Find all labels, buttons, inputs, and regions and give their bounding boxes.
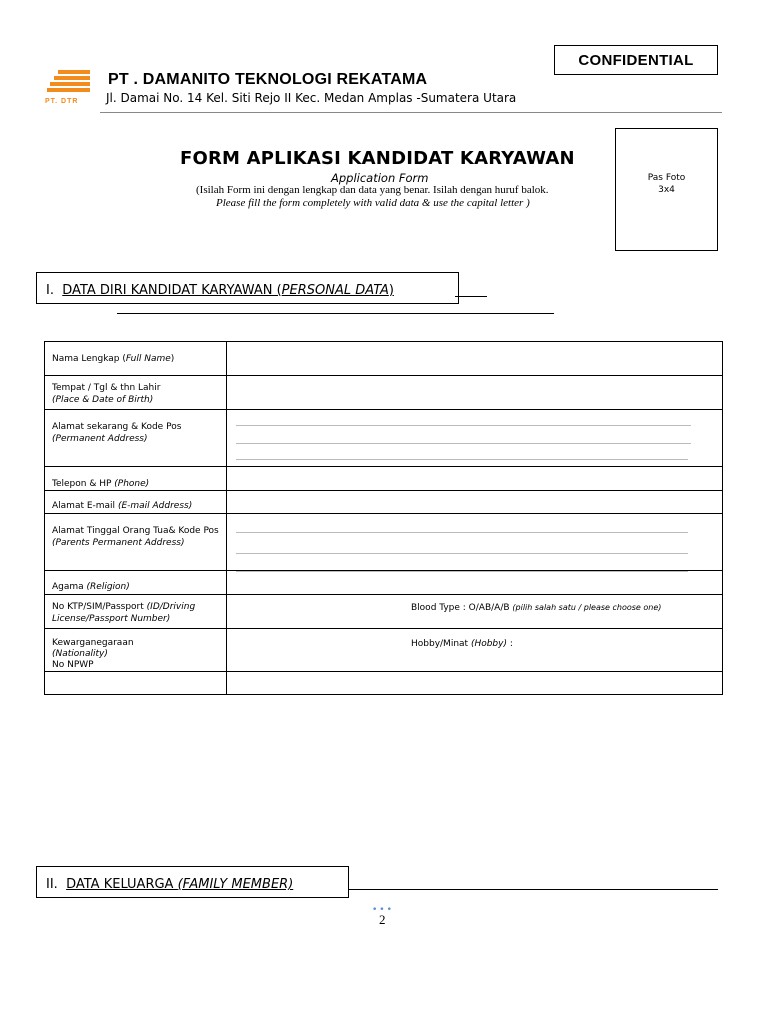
- company-name: PT . DAMANITO TEKNOLOGI REKATAMA: [108, 71, 428, 88]
- email-field[interactable]: [227, 491, 723, 514]
- section-2-rule: [348, 889, 718, 890]
- photo-label: Pas Foto: [647, 173, 686, 183]
- hobby-label: Hobby/Minat (Hobby) :: [411, 639, 513, 649]
- id-card-label: No KTP/SIM/Passport (ID/Driving License/Passport Number): [45, 595, 227, 629]
- npwp-field[interactable]: [227, 672, 723, 695]
- instruction-english: Please fill the form completely with valid data & use the capital letter ): [216, 197, 530, 209]
- table-row: [45, 672, 723, 695]
- form-subtitle-text: Application Form: [331, 171, 429, 185]
- birth-label: Tempat / Tgl & thn Lahir (Place & Date of Birth): [45, 376, 227, 410]
- phone-field[interactable]: [227, 467, 723, 491]
- full-name-field[interactable]: [227, 342, 723, 376]
- table-row: [45, 514, 723, 571]
- section-1-heading: [46, 283, 394, 298]
- address-label: Alamat sekarang & Kode Pos (Permanent Address): [45, 410, 227, 467]
- logo-stripe: [58, 70, 90, 74]
- section-2-heading: [46, 877, 293, 892]
- section-1-rule: [117, 313, 554, 314]
- table-row: [45, 376, 723, 410]
- table-row: [45, 342, 723, 376]
- id-card-field[interactable]: [227, 595, 723, 629]
- email-label: Alamat E-mail (E-mail Address): [45, 491, 227, 514]
- nationality-field[interactable]: [227, 629, 723, 672]
- nationality-label: Kewarganegaraan (Nationality) No NPWP: [45, 629, 227, 672]
- full-name-label: Nama Lengkap (Full Name): [45, 342, 227, 376]
- parents-address-label: Alamat Tinggal Orang Tua& Kode Pos (Parents Permanent Address): [45, 514, 227, 571]
- table-row: [45, 571, 723, 595]
- birth-field[interactable]: [227, 376, 723, 410]
- address-field[interactable]: [227, 410, 723, 467]
- photo-size: 3x4: [658, 185, 675, 195]
- table-row: [45, 629, 723, 672]
- writing-line: [236, 553, 688, 554]
- writing-line: [236, 532, 688, 533]
- phone-label: Telepon & HP (Phone): [45, 467, 227, 491]
- confidential-stamp: CONFIDENTIAL: [554, 45, 718, 75]
- table-row: [45, 491, 723, 514]
- section-1-underline: [455, 296, 487, 297]
- logo-stripe: [54, 76, 90, 80]
- section-1-number: I.: [46, 283, 54, 298]
- page-number: 2: [379, 912, 386, 927]
- parents-address-field[interactable]: [227, 514, 723, 571]
- religion-field[interactable]: [227, 571, 723, 595]
- personal-data-table: [44, 341, 723, 695]
- logo-stripe: [47, 88, 90, 92]
- writing-line: [236, 425, 691, 426]
- instruction-indonesian: (Isilah Form ini dengan lengkap dan data yang benar. Isilah dengan huruf balok.: [196, 184, 549, 196]
- blood-type-label: Blood Type : O/AB/A/B (pilih salah satu / please choose one): [411, 603, 662, 613]
- npwp-label-cell: [45, 672, 227, 695]
- table-row: [45, 595, 723, 629]
- writing-line: [236, 443, 691, 444]
- form-title: FORM APLIKASI KANDIDAT KARYAWAN: [180, 148, 575, 169]
- logo-stripe: [50, 82, 90, 86]
- logo-text: PT. DTR: [45, 98, 79, 105]
- table-row: [45, 410, 723, 467]
- section-2-title: DATA KELUARGA (FAMILY MEMBER): [66, 877, 294, 892]
- company-logo: [44, 70, 92, 108]
- religion-label: Agama (Religion): [45, 571, 227, 595]
- page-dots: •••: [372, 905, 394, 915]
- writing-line: [236, 459, 688, 460]
- company-address: Jl. Damai No. 14 Kel. Siti Rejo II Kec. Medan Amplas -Sumatera Utara: [106, 91, 517, 105]
- table-row: [45, 467, 723, 491]
- photo-box[interactable]: [615, 128, 718, 251]
- section-1-title: DATA DIRI KANDIDAT KARYAWAN (PERSONAL DATA): [62, 283, 394, 298]
- header-divider: [100, 112, 722, 113]
- section-2-number: II.: [46, 877, 58, 892]
